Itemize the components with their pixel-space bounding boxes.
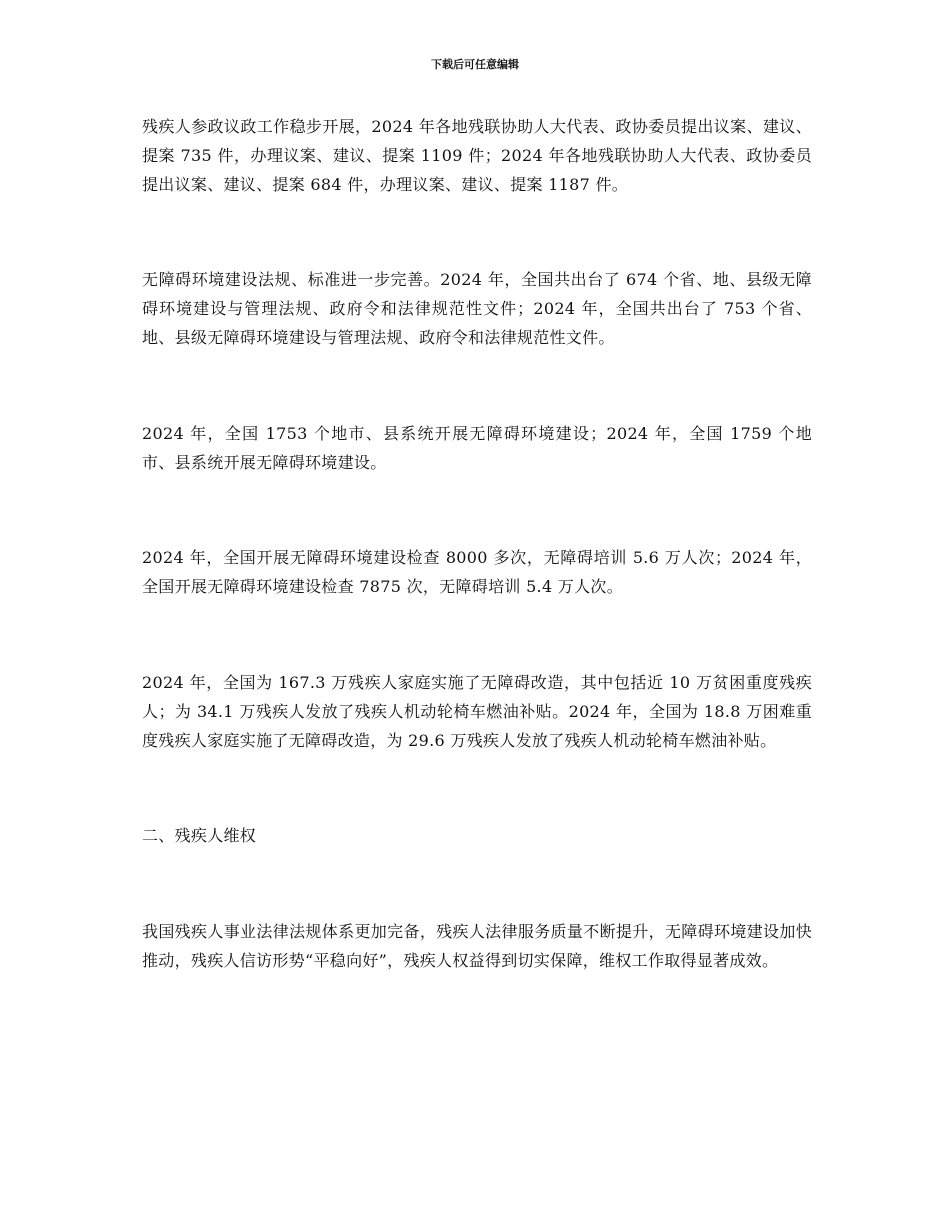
section-heading-rights: 二、残疾人维权 <box>142 826 257 845</box>
paragraph-political-participation: 残疾人参政议政工作稳步开展，2024 年各地残联协助人大代表、政协委员提出议案、建议、提案 735 件，办理议案、建议、提案 1109 件；2024 年各地残联协助人大代表、政协委员提出议案、建议、提案 684 件，办理议案、建议、提案 1187 件。 <box>142 117 812 194</box>
paragraph-accessibility-inspections: 2024 年，全国开展无障碍环境建设检查 8000 多次，无障碍培训 5.6 万人次；2024 年，全国开展无障碍环境建设检查 7875 次，无障碍培训 5.4 万人次。 <box>142 548 812 596</box>
paragraph-rights-protection: 我国残疾人事业法律法规体系更加完备，残疾人法律服务质量不断提升，无障碍环境建设加快推动，残疾人信访形势“平稳向好”，残疾人权益得到切实保障，维权工作取得显著成效。 <box>142 922 812 970</box>
paragraph-accessibility-regulations: 无障碍环境建设法规、标准进一步完善。2024 年，全国共出台了 674 个省、地、县级无障碍环境建设与管理法规、政府令和法律规范性文件；2024 年，全国共出台了 753 个省、地、县级无障碍环境建设与管理法规、政府令和法律规范性文件。 <box>142 270 812 347</box>
page-header: 下载后可任意编辑 <box>431 58 519 71</box>
paragraph-home-renovation: 2024 年，全国为 167.3 万残疾人家庭实施了无障碍改造，其中包括近 10 万贫困重度残疾人；为 34.1 万残疾人发放了残疾人机动轮椅车燃油补贴。2024 年，全国为 18.8 万困难重度残疾人家庭实施了无障碍改造，为 29.6 万残疾人发放了残疾人机动轮椅车燃油补贴。 <box>142 673 812 750</box>
document-body <box>142 112 812 975</box>
paragraph-accessibility-cities: 2024 年，全国 1753 个地市、县系统开展无障碍环境建设；2024 年，全国 1759 个地市、县系统开展无障碍环境建设。 <box>142 424 812 472</box>
